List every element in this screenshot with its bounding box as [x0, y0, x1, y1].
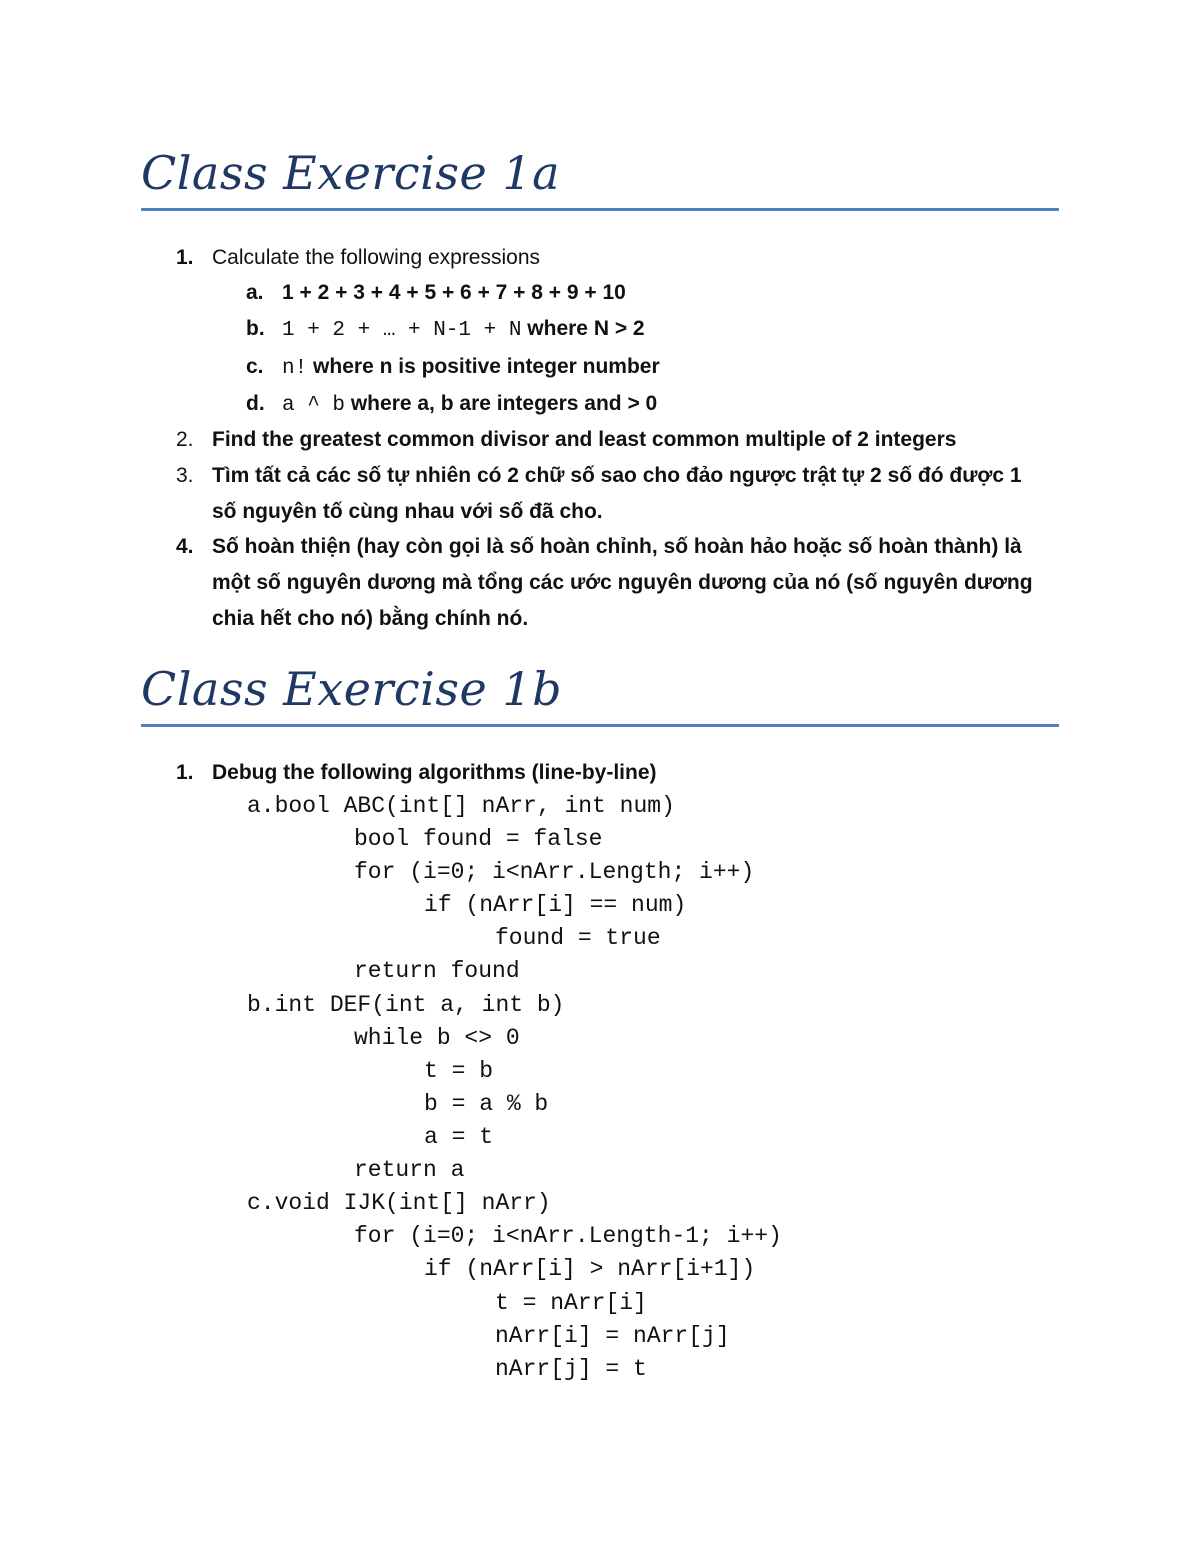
sub-item-label: c.: [246, 355, 264, 378]
item-number: 4.: [176, 535, 194, 558]
sub-item-content: [282, 353, 660, 383]
item-number: 2.: [176, 428, 194, 451]
code-line: found = true: [495, 925, 661, 951]
item-number: 1.: [176, 761, 194, 784]
code-line: b.int DEF(int a, int b): [247, 992, 565, 1018]
item-number: 1.: [176, 246, 194, 269]
code-line: if (nArr[i] == num): [424, 892, 687, 918]
sub-item-text: 1 + 2 + 3 + 4 + 5 + 6 + 7 + 8 + 9 + 10: [282, 281, 626, 304]
code-line: return a: [354, 1157, 465, 1183]
sub-item-code: a ^ b: [282, 394, 346, 417]
code-line: b = a % b: [424, 1091, 549, 1117]
sub-item-label: d.: [246, 392, 265, 415]
sub-item-label: a.: [246, 281, 264, 304]
item-text-line: chia hết cho nó) bằng chính nó.: [212, 607, 529, 630]
item-text: Debug the following algorithms (line-by-line): [212, 761, 657, 784]
code-line: t = nArr[i]: [495, 1290, 647, 1316]
item-number: 3.: [176, 464, 194, 487]
item-text-line: Tìm tất cả các số tự nhiên có 2 chữ số sao cho đảo ngược trật tự 2 số đó được 1: [212, 464, 1022, 487]
code-line: if (nArr[i] > nArr[i+1]): [424, 1256, 756, 1282]
section-b-rule: [141, 724, 1059, 727]
sub-item-content: [282, 315, 645, 345]
sub-item-content: [282, 390, 657, 420]
section-a-rule: [141, 208, 1059, 211]
sub-item-code: 1 + 2 + … + N-1 + N: [282, 319, 522, 342]
sub-item-text: where a, b are integers and > 0: [345, 392, 658, 415]
code-line: for (i=0; i<nArr.Length-1; i++): [354, 1223, 782, 1249]
item-text: Calculate the following expressions: [212, 246, 541, 269]
item-text-line: số nguyên tố cùng nhau với số đã cho.: [212, 500, 603, 523]
code-line: while b <> 0: [354, 1025, 520, 1051]
code-line: for (i=0; i<nArr.Length; i++): [354, 859, 755, 885]
code-line: bool found = false: [354, 826, 603, 852]
item-text-line: Số hoàn thiện (hay còn gọi là số hoàn chỉnh, số hoàn hảo hoặc số hoàn thành) là: [212, 535, 1022, 558]
code-line: nArr[i] = nArr[j]: [495, 1323, 730, 1349]
sub-item-label: b.: [246, 317, 265, 340]
code-line: a = t: [424, 1124, 494, 1150]
code-line: t = b: [424, 1058, 494, 1084]
code-line: nArr[j] = t: [495, 1356, 647, 1382]
section-a-title: Class Exercise 1a: [141, 146, 561, 200]
code-line: a.bool ABC(int[] nArr, int num): [247, 793, 675, 819]
section-b-title: Class Exercise 1b: [141, 662, 563, 716]
item-text: Find the greatest common divisor and least common multiple of 2 integers: [212, 428, 957, 451]
code-line: return found: [354, 958, 520, 984]
sub-item-text: where N > 2: [521, 317, 645, 340]
code-line: c.void IJK(int[] nArr): [247, 1190, 551, 1216]
sub-item-text: where n is positive integer number: [307, 355, 660, 378]
item-text-line: một số nguyên dương mà tổng các ước nguyên dương của nó (số nguyên dương: [212, 571, 1033, 594]
sub-item-code: n!: [282, 357, 308, 380]
